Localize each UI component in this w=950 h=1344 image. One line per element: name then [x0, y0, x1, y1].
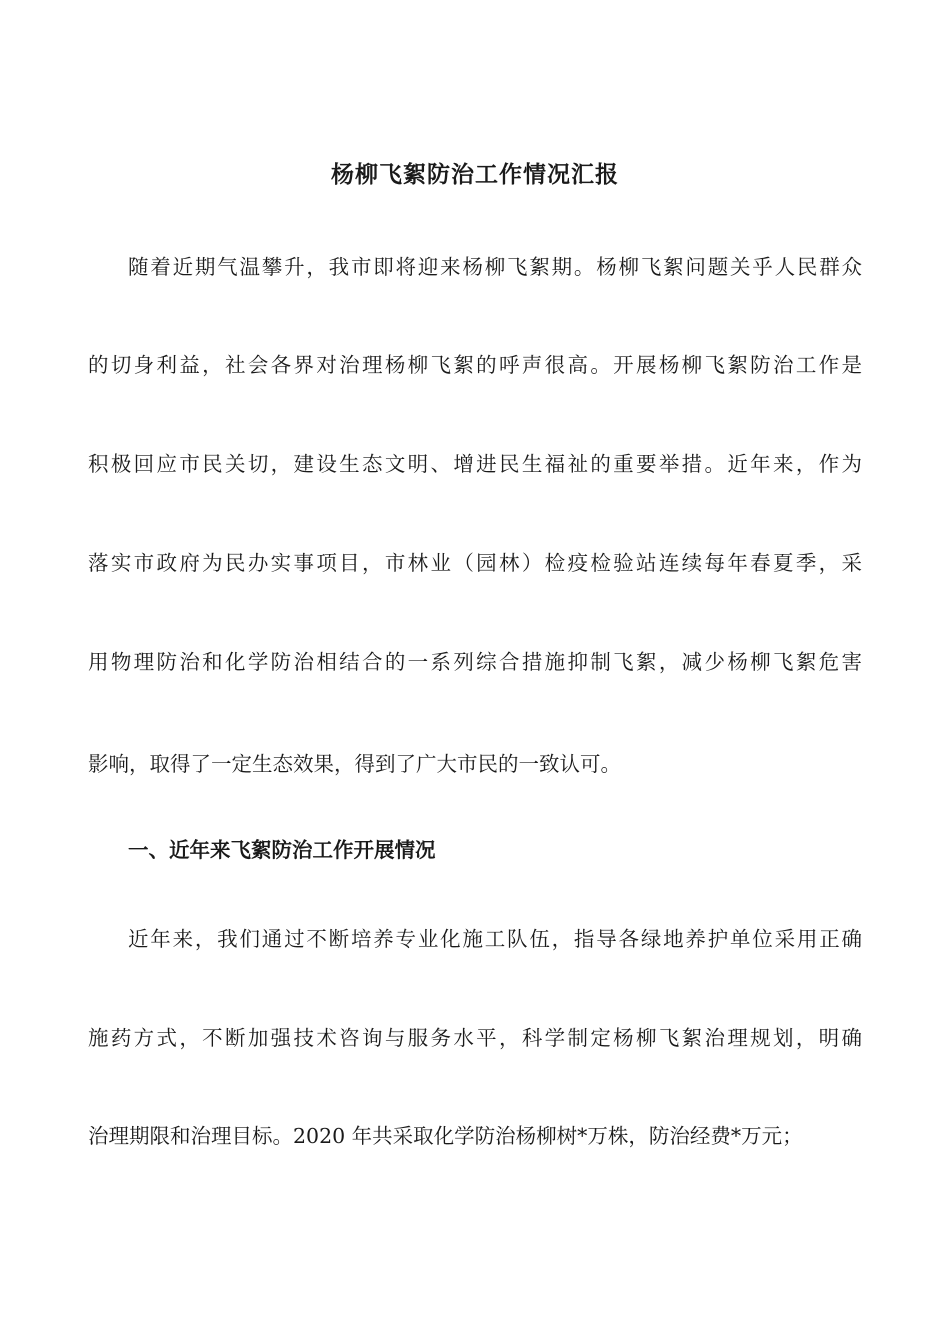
- paragraph-line: 的切身利益，社会各界对治理杨柳飞絮的呼声很高。开展杨柳飞絮防治工作是: [88, 353, 862, 377]
- paragraph-line: 落实市政府为民办实事项目，市林业（园林）检疫检验站连续每年春夏季，采: [88, 551, 862, 575]
- paragraph-line: 施药方式，不断加强技术咨询与服务水平，科学制定杨柳飞絮治理规划，明确: [88, 1026, 862, 1050]
- paragraph-line: 治理期限和治理目标。2020 年共采取化学防治杨柳树*万株，防治经费*万元；: [88, 1124, 803, 1148]
- paragraph-line: 近年来，我们通过不断培养专业化施工队伍，指导各绿地养护单位采用正确: [128, 927, 862, 951]
- section-heading: 一、近年来飞絮防治工作开展情况: [128, 838, 436, 862]
- paragraph-line: 用物理防治和化学防治相结合的一系列综合措施抑制飞絮，减少杨柳飞絮危害: [88, 650, 862, 674]
- paragraph-line: 影响，取得了一定生态效果，得到了广大市民的一致认可。: [88, 752, 621, 776]
- paragraph-line: 积极回应市民关切，建设生态文明、增进民生福祉的重要举措。近年来，作为: [88, 452, 862, 476]
- paragraph-line: 随着近期气温攀升，我市即将迎来杨柳飞絮期。杨柳飞絮问题关乎人民群众: [128, 255, 862, 279]
- document-title: 杨柳飞絮防治工作情况汇报: [331, 161, 619, 188]
